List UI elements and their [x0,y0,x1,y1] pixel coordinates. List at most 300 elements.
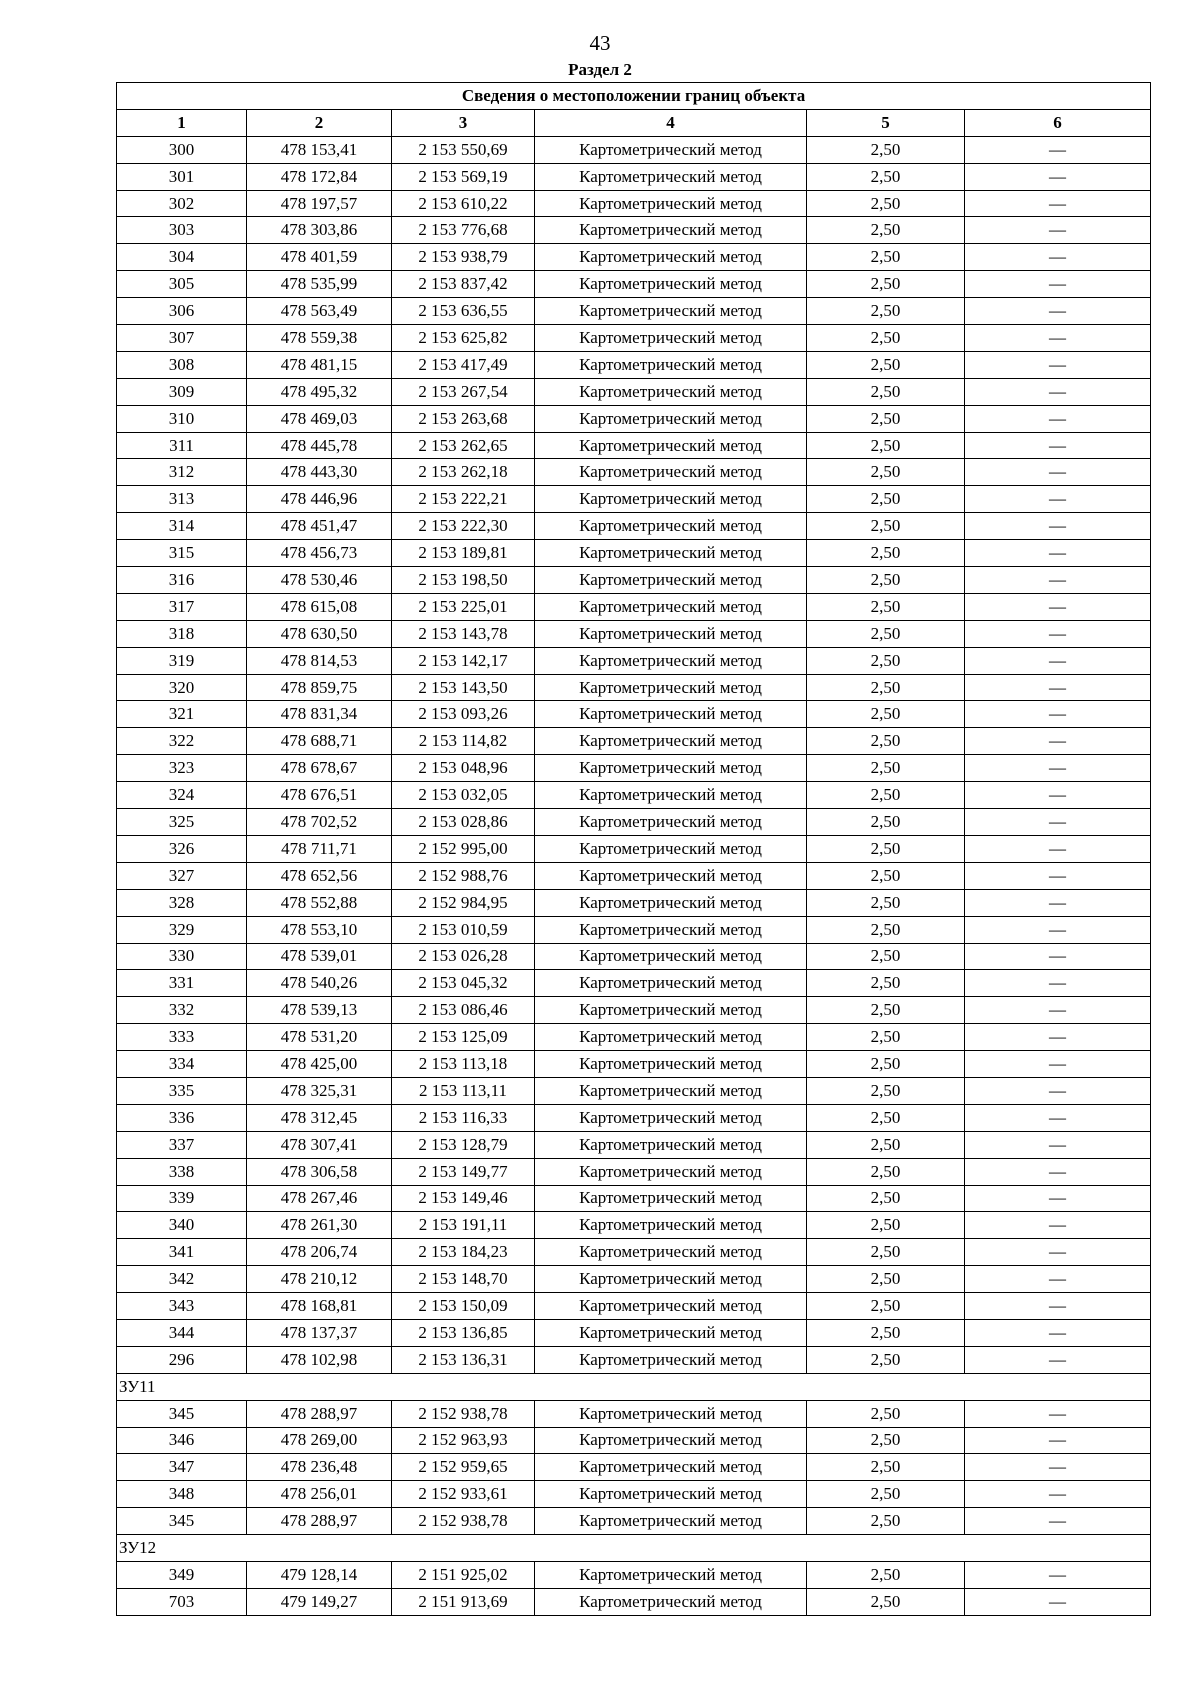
precision-cell: 2,50 [807,1131,965,1158]
precision-cell: 2,50 [807,1481,965,1508]
x-coordinate-cell: 478 702,52 [247,809,392,836]
precision-cell: 2,50 [807,486,965,513]
note-cell: — [965,136,1151,163]
point-number-cell: 323 [117,755,247,782]
method-cell: Картометрический метод [535,593,807,620]
precision-cell: 2,50 [807,1588,965,1615]
y-coordinate-cell: 2 153 417,49 [392,351,535,378]
precision-cell: 2,50 [807,1051,965,1078]
method-cell: Картометрический метод [535,1508,807,1535]
method-cell: Картометрический метод [535,1561,807,1588]
y-coordinate-cell: 2 153 267,54 [392,378,535,405]
point-number-cell: 337 [117,1131,247,1158]
point-number-cell: 325 [117,809,247,836]
point-number-cell: 314 [117,513,247,540]
point-number-cell: 324 [117,782,247,809]
table-row [117,351,1151,378]
column-header: 3 [392,109,535,136]
method-cell: Картометрический метод [535,351,807,378]
x-coordinate-cell: 478 153,41 [247,136,392,163]
y-coordinate-cell: 2 153 032,05 [392,782,535,809]
method-cell: Картометрический метод [535,1454,807,1481]
precision-cell: 2,50 [807,1158,965,1185]
note-cell: — [965,1051,1151,1078]
table-row [117,1346,1151,1373]
y-coordinate-cell: 2 153 263,68 [392,405,535,432]
table-row [117,405,1151,432]
note-cell: — [965,1427,1151,1454]
note-cell: — [965,298,1151,325]
note-cell: — [965,593,1151,620]
page-number: 43 [589,31,611,55]
method-cell: Картометрический метод [535,405,807,432]
table-row [117,1185,1151,1212]
point-number-cell: 300 [117,136,247,163]
method-cell: Картометрический метод [535,1051,807,1078]
table-row [117,889,1151,916]
note-cell: — [965,728,1151,755]
table-row [117,567,1151,594]
note-cell: — [965,1588,1151,1615]
note-cell: — [965,459,1151,486]
y-coordinate-cell: 2 153 093,26 [392,701,535,728]
note-cell: — [965,916,1151,943]
y-coordinate-cell: 2 153 938,79 [392,244,535,271]
precision-cell: 2,50 [807,378,965,405]
note-cell: — [965,647,1151,674]
method-cell: Картометрический метод [535,271,807,298]
note-cell: — [965,325,1151,352]
note-cell: — [965,567,1151,594]
x-coordinate-cell: 478 563,49 [247,298,392,325]
method-cell: Картометрический метод [535,163,807,190]
x-coordinate-cell: 478 539,13 [247,997,392,1024]
table-row [117,1293,1151,1320]
method-cell: Картометрический метод [535,835,807,862]
x-coordinate-cell: 478 210,12 [247,1266,392,1293]
precision-cell: 2,50 [807,997,965,1024]
precision-cell: 2,50 [807,1024,965,1051]
note-cell: — [965,244,1151,271]
precision-cell: 2,50 [807,244,965,271]
point-number-cell: 322 [117,728,247,755]
y-coordinate-cell: 2 153 184,23 [392,1239,535,1266]
x-coordinate-cell: 478 288,97 [247,1508,392,1535]
x-coordinate-cell: 478 688,71 [247,728,392,755]
point-number-cell: 346 [117,1427,247,1454]
precision-cell: 2,50 [807,271,965,298]
precision-cell: 2,50 [807,647,965,674]
x-coordinate-cell: 479 149,27 [247,1588,392,1615]
y-coordinate-cell: 2 152 988,76 [392,862,535,889]
table-row [117,244,1151,271]
table-row [117,701,1151,728]
note-cell: — [965,1212,1151,1239]
y-coordinate-cell: 2 153 028,86 [392,809,535,836]
method-cell: Картометрический метод [535,513,807,540]
method-cell: Картометрический метод [535,486,807,513]
method-cell: Картометрический метод [535,1185,807,1212]
table-row [117,647,1151,674]
table-row [117,1104,1151,1131]
table-row [117,782,1151,809]
method-cell: Картометрический метод [535,1346,807,1373]
y-coordinate-cell: 2 153 045,32 [392,970,535,997]
table-row [117,997,1151,1024]
method-cell: Картометрический метод [535,943,807,970]
note-cell: — [965,1400,1151,1427]
note-cell: — [965,1024,1151,1051]
point-number-cell: 327 [117,862,247,889]
table-row [117,1561,1151,1588]
point-number-cell: 309 [117,378,247,405]
table-row [117,1454,1151,1481]
table-row [117,1319,1151,1346]
y-coordinate-cell: 2 153 262,18 [392,459,535,486]
method-cell: Картометрический метод [535,701,807,728]
method-cell: Картометрический метод [535,782,807,809]
x-coordinate-cell: 478 443,30 [247,459,392,486]
precision-cell: 2,50 [807,835,965,862]
table-row [117,540,1151,567]
table-title-row [117,83,1151,110]
x-coordinate-cell: 478 256,01 [247,1481,392,1508]
x-coordinate-cell: 478 137,37 [247,1319,392,1346]
precision-cell: 2,50 [807,701,965,728]
y-coordinate-cell: 2 153 086,46 [392,997,535,1024]
group-label: ЗУ11 [117,1373,1151,1400]
precision-cell: 2,50 [807,136,965,163]
y-coordinate-cell: 2 153 116,33 [392,1104,535,1131]
x-coordinate-cell: 478 446,96 [247,486,392,513]
table-row [117,163,1151,190]
x-coordinate-cell: 478 261,30 [247,1212,392,1239]
point-number-cell: 305 [117,271,247,298]
note-cell: — [965,862,1151,889]
x-coordinate-cell: 478 172,84 [247,163,392,190]
note-cell: — [965,1104,1151,1131]
method-cell: Картометрический метод [535,1427,807,1454]
x-coordinate-cell: 479 128,14 [247,1561,392,1588]
precision-cell: 2,50 [807,1400,965,1427]
precision-cell: 2,50 [807,593,965,620]
point-number-cell: 348 [117,1481,247,1508]
point-number-cell: 338 [117,1158,247,1185]
precision-cell: 2,50 [807,1561,965,1588]
x-coordinate-cell: 478 267,46 [247,1185,392,1212]
precision-cell: 2,50 [807,432,965,459]
precision-cell: 2,50 [807,351,965,378]
method-cell: Картометрический метод [535,620,807,647]
precision-cell: 2,50 [807,620,965,647]
y-coordinate-cell: 2 151 913,69 [392,1588,535,1615]
note-cell: — [965,190,1151,217]
x-coordinate-cell: 478 540,26 [247,970,392,997]
point-number-cell: 319 [117,647,247,674]
point-number-cell: 331 [117,970,247,997]
table-row [117,809,1151,836]
x-coordinate-cell: 478 630,50 [247,620,392,647]
point-number-cell: 315 [117,540,247,567]
y-coordinate-cell: 2 153 191,11 [392,1212,535,1239]
x-coordinate-cell: 478 197,57 [247,190,392,217]
note-cell: — [965,674,1151,701]
y-coordinate-cell: 2 151 925,02 [392,1561,535,1588]
note-cell: — [965,701,1151,728]
point-number-cell: 296 [117,1346,247,1373]
y-coordinate-cell: 2 153 550,69 [392,136,535,163]
point-number-cell: 312 [117,459,247,486]
precision-cell: 2,50 [807,1239,965,1266]
note-cell: — [965,835,1151,862]
method-cell: Картометрический метод [535,970,807,997]
method-cell: Картометрический метод [535,1400,807,1427]
table-row [117,835,1151,862]
point-number-cell: 304 [117,244,247,271]
table-row [117,486,1151,513]
table-row [117,459,1151,486]
y-coordinate-cell: 2 153 222,21 [392,486,535,513]
precision-cell: 2,50 [807,1293,965,1320]
y-coordinate-cell: 2 153 569,19 [392,163,535,190]
y-coordinate-cell: 2 153 262,65 [392,432,535,459]
x-coordinate-cell: 478 652,56 [247,862,392,889]
table-row [117,728,1151,755]
precision-cell: 2,50 [807,1077,965,1104]
note-cell: — [965,1239,1151,1266]
precision-cell: 2,50 [807,405,965,432]
note-cell: — [965,513,1151,540]
y-coordinate-cell: 2 153 610,22 [392,190,535,217]
y-coordinate-cell: 2 153 142,17 [392,647,535,674]
precision-cell: 2,50 [807,1212,965,1239]
column-number-row [117,109,1151,136]
precision-cell: 2,50 [807,1185,965,1212]
y-coordinate-cell: 2 153 113,18 [392,1051,535,1078]
y-coordinate-cell: 2 153 149,46 [392,1185,535,1212]
method-cell: Картометрический метод [535,1104,807,1131]
point-number-cell: 318 [117,620,247,647]
point-number-cell: 308 [117,351,247,378]
point-number-cell: 320 [117,674,247,701]
x-coordinate-cell: 478 312,45 [247,1104,392,1131]
method-cell: Картометрический метод [535,1239,807,1266]
note-cell: — [965,943,1151,970]
note-cell: — [965,486,1151,513]
y-coordinate-cell: 2 153 026,28 [392,943,535,970]
x-coordinate-cell: 478 559,38 [247,325,392,352]
point-number-cell: 345 [117,1508,247,1535]
note-cell: — [965,540,1151,567]
group-label: ЗУ12 [117,1535,1151,1562]
table-row [117,1239,1151,1266]
precision-cell: 2,50 [807,1454,965,1481]
note-cell: — [965,1131,1151,1158]
x-coordinate-cell: 478 269,00 [247,1427,392,1454]
x-coordinate-cell: 478 206,74 [247,1239,392,1266]
method-cell: Картометрический метод [535,217,807,244]
method-cell: Картометрический метод [535,647,807,674]
note-cell: — [965,163,1151,190]
x-coordinate-cell: 478 288,97 [247,1400,392,1427]
precision-cell: 2,50 [807,943,965,970]
note-cell: — [965,782,1151,809]
table-row [117,432,1151,459]
method-cell: Картометрический метод [535,889,807,916]
x-coordinate-cell: 478 325,31 [247,1077,392,1104]
point-number-cell: 326 [117,835,247,862]
x-coordinate-cell: 478 303,86 [247,217,392,244]
point-number-cell: 301 [117,163,247,190]
note-cell: — [965,432,1151,459]
precision-cell: 2,50 [807,1427,965,1454]
table-row [117,862,1151,889]
precision-cell: 2,50 [807,916,965,943]
note-cell: — [965,997,1151,1024]
y-coordinate-cell: 2 153 010,59 [392,916,535,943]
note-cell: — [965,271,1151,298]
x-coordinate-cell: 478 535,99 [247,271,392,298]
y-coordinate-cell: 2 153 048,96 [392,755,535,782]
y-coordinate-cell: 2 153 189,81 [392,540,535,567]
method-cell: Картометрический метод [535,540,807,567]
point-number-cell: 344 [117,1319,247,1346]
table-row [117,136,1151,163]
precision-cell: 2,50 [807,217,965,244]
table-row [117,190,1151,217]
x-coordinate-cell: 478 307,41 [247,1131,392,1158]
table-row [117,325,1151,352]
x-coordinate-cell: 478 469,03 [247,405,392,432]
table-title: Сведения о местоположении границ объекта [117,83,1151,110]
note-cell: — [965,405,1151,432]
point-number-cell: 307 [117,325,247,352]
point-number-cell: 311 [117,432,247,459]
point-number-cell: 336 [117,1104,247,1131]
table-row [117,674,1151,701]
method-cell: Картометрический метод [535,862,807,889]
table-row [117,378,1151,405]
table-row [117,513,1151,540]
point-number-cell: 703 [117,1588,247,1615]
method-cell: Картометрический метод [535,1293,807,1320]
table-row [117,1024,1151,1051]
table-body [117,136,1151,1615]
point-number-cell: 316 [117,567,247,594]
y-coordinate-cell: 2 152 938,78 [392,1400,535,1427]
x-coordinate-cell: 478 676,51 [247,782,392,809]
note-cell: — [965,755,1151,782]
table-row [117,755,1151,782]
y-coordinate-cell: 2 153 776,68 [392,217,535,244]
table-row [117,1588,1151,1615]
method-cell: Картометрический метод [535,567,807,594]
table-row [117,1481,1151,1508]
method-cell: Картометрический метод [535,1588,807,1615]
column-header: 6 [965,109,1151,136]
precision-cell: 2,50 [807,782,965,809]
precision-cell: 2,50 [807,298,965,325]
precision-cell: 2,50 [807,809,965,836]
y-coordinate-cell: 2 153 198,50 [392,567,535,594]
method-cell: Картометрический метод [535,378,807,405]
note-cell: — [965,1185,1151,1212]
x-coordinate-cell: 478 495,32 [247,378,392,405]
table-row [117,1508,1151,1535]
table-row [117,1427,1151,1454]
y-coordinate-cell: 2 152 995,00 [392,835,535,862]
point-number-cell: 345 [117,1400,247,1427]
note-cell: — [965,1319,1151,1346]
precision-cell: 2,50 [807,970,965,997]
table-row [117,1158,1151,1185]
note-cell: — [965,1293,1151,1320]
x-coordinate-cell: 478 306,58 [247,1158,392,1185]
precision-cell: 2,50 [807,862,965,889]
method-cell: Картометрический метод [535,728,807,755]
y-coordinate-cell: 2 152 933,61 [392,1481,535,1508]
y-coordinate-cell: 2 153 225,01 [392,593,535,620]
y-coordinate-cell: 2 152 959,65 [392,1454,535,1481]
note-cell: — [965,217,1151,244]
y-coordinate-cell: 2 153 128,79 [392,1131,535,1158]
point-number-cell: 313 [117,486,247,513]
method-cell: Картометрический метод [535,459,807,486]
column-header: 1 [117,109,247,136]
y-coordinate-cell: 2 152 984,95 [392,889,535,916]
table-row [117,620,1151,647]
point-number-cell: 347 [117,1454,247,1481]
x-coordinate-cell: 478 531,20 [247,1024,392,1051]
point-number-cell: 339 [117,1185,247,1212]
note-cell: — [965,970,1151,997]
method-cell: Картометрический метод [535,674,807,701]
method-cell: Картометрический метод [535,432,807,459]
method-cell: Картометрический метод [535,325,807,352]
coordinates-table [116,82,1151,1616]
table-row [117,593,1151,620]
point-number-cell: 303 [117,217,247,244]
point-number-cell: 342 [117,1266,247,1293]
column-header: 5 [807,109,965,136]
y-coordinate-cell: 2 153 136,31 [392,1346,535,1373]
y-coordinate-cell: 2 153 113,11 [392,1077,535,1104]
x-coordinate-cell: 478 451,47 [247,513,392,540]
note-cell: — [965,1454,1151,1481]
point-number-cell: 340 [117,1212,247,1239]
precision-cell: 2,50 [807,190,965,217]
point-number-cell: 341 [117,1239,247,1266]
point-number-cell: 349 [117,1561,247,1588]
x-coordinate-cell: 478 530,46 [247,567,392,594]
method-cell: Картометрический метод [535,1158,807,1185]
method-cell: Картометрический метод [535,190,807,217]
table-row [117,217,1151,244]
table-row [117,1400,1151,1427]
group-row [117,1373,1151,1400]
table-row [117,1051,1151,1078]
group-row [117,1535,1151,1562]
method-cell: Картометрический метод [535,1481,807,1508]
note-cell: — [965,1158,1151,1185]
precision-cell: 2,50 [807,889,965,916]
method-cell: Картометрический метод [535,136,807,163]
table-row [117,271,1151,298]
y-coordinate-cell: 2 153 114,82 [392,728,535,755]
precision-cell: 2,50 [807,163,965,190]
y-coordinate-cell: 2 153 125,09 [392,1024,535,1051]
note-cell: — [965,1346,1151,1373]
